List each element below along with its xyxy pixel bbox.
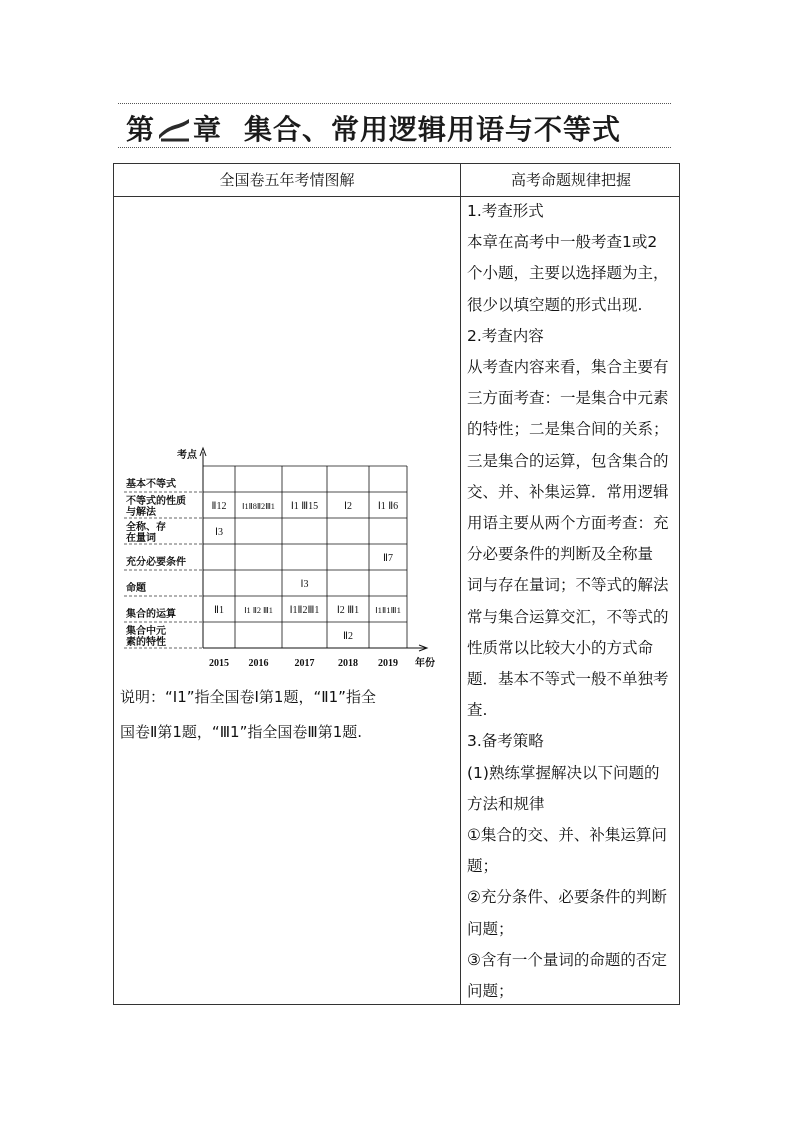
analysis-line: 3.备考策略 xyxy=(467,732,544,751)
row-label: 全称、存 xyxy=(126,522,166,533)
x-tick-label: 2019 xyxy=(378,658,398,669)
chart-cell-value: Ⅱ7 xyxy=(383,553,393,564)
analysis-line: 常与集合运算交汇，不等式的 xyxy=(467,607,669,626)
analysis-line: 交、并、补集运算．常用逻辑 xyxy=(467,482,669,501)
chart-note xyxy=(120,680,460,750)
row-label: 素的特性 xyxy=(126,637,166,648)
analysis-line: 题．基本不等式一般不单独考 xyxy=(467,670,669,689)
analysis-line: 从考查内容来看，集合主要有 xyxy=(467,358,669,377)
analysis-line: 三方面考查：一是集合中元素 xyxy=(467,389,669,408)
chart-note-line-1: 说明：“Ⅰ1”指全国卷Ⅰ第1题，“Ⅱ1”指全 xyxy=(120,688,376,706)
chapter-title xyxy=(126,108,621,148)
chart-note-line-2: 国卷Ⅱ第1题，“Ⅲ1”指全国卷Ⅲ第1题. xyxy=(120,723,363,741)
left-column-header: 全国卷五年考情图解 xyxy=(219,171,355,189)
y-axis-label: 考点 xyxy=(177,450,197,461)
chart-cell-value: Ⅱ2 xyxy=(343,631,353,642)
row-label: 在量词 xyxy=(126,533,156,544)
row-label: 充分必要条件 xyxy=(126,557,186,568)
x-tick-label: 2016 xyxy=(248,658,269,669)
chart-cell-value: Ⅰ3 xyxy=(215,527,223,538)
analysis-line: ③含有一个量词的命题的否定 xyxy=(467,950,667,969)
x-tick-label: 2018 xyxy=(338,658,358,669)
analysis-line: 2.考查内容 xyxy=(467,326,544,345)
analysis-line: 分必要条件的判断及全称量 xyxy=(467,545,654,564)
analysis-line: 很少以填空题的形式出现. xyxy=(467,295,643,314)
row-label: 与解法 xyxy=(126,507,156,518)
row-label: 基本不等式 xyxy=(126,479,176,490)
analysis-line: ①集合的交、并、补集运算问 xyxy=(467,826,667,845)
title-bottom-rule xyxy=(118,147,671,148)
analysis-line: 方法和规律 xyxy=(467,794,545,813)
chart-cell-value: Ⅰ1 Ⅱ6 xyxy=(377,501,399,512)
row-label: 命题 xyxy=(126,583,146,594)
column-divider xyxy=(460,164,461,1004)
analysis-line: 问题； xyxy=(467,982,514,1001)
chapter-number-mark-icon xyxy=(157,113,191,143)
exam-frequency-chart xyxy=(116,446,436,670)
analysis-line: 的特性；二是集合间的关系； xyxy=(467,420,669,439)
analysis-line: 性质常以比较大小的方式命 xyxy=(467,638,654,657)
analysis-line: 题； xyxy=(467,857,499,876)
analysis-line: 词与存在量词；不等式的解法 xyxy=(467,576,669,595)
chart-cell-value: Ⅰ3 xyxy=(300,579,309,590)
analysis-line: 查. xyxy=(467,701,488,720)
right-column-header: 高考命题规律把握 xyxy=(510,171,631,189)
analysis-line: 三是集合的运算，包含集合的 xyxy=(467,451,669,470)
row-label: 集合中元 xyxy=(126,626,166,637)
chart-cell-value: Ⅰ2 Ⅲ1 xyxy=(336,605,360,616)
x-axis-label: 年份 xyxy=(415,658,435,669)
chart-cell-value: Ⅰ1 Ⅲ15 xyxy=(290,501,319,512)
chart-cell-value: Ⅱ1 xyxy=(214,605,224,616)
chart-cell-value: Ⅰ1 Ⅱ2 Ⅲ1 xyxy=(244,606,273,615)
analysis-line: 问题； xyxy=(467,919,514,938)
x-tick-label: 2015 xyxy=(209,658,229,669)
chapter-prefix: 第 xyxy=(126,113,156,146)
analysis-line: ②充分条件、必要条件的判断 xyxy=(467,888,667,907)
analysis-line: (1)熟练掌握解决以下问题的 xyxy=(467,763,660,782)
title-top-rule xyxy=(118,103,671,104)
chapter-suffix: 章 xyxy=(193,113,223,146)
row-label: 集合的运算 xyxy=(126,609,176,620)
chart-cell-value: Ⅰ1Ⅱ1Ⅲ1 xyxy=(375,605,401,615)
chart-cell-value: Ⅰ2 xyxy=(344,501,352,512)
chart-cell-value: Ⅰ1Ⅱ8Ⅱ2Ⅲ1 xyxy=(242,502,275,511)
chart-cell-value: Ⅱ12 xyxy=(211,501,227,512)
analysis-line: 本章在高考中一般考查1或2 xyxy=(467,233,658,252)
chart-cell-value: Ⅰ1Ⅱ2Ⅲ1 xyxy=(289,605,320,616)
analysis-line: 个小题，主要以选择题为主， xyxy=(467,264,669,283)
row-label: 不等式的性质 xyxy=(126,496,186,507)
exam-analysis-text xyxy=(467,196,679,1007)
analysis-line: 1.考查形式 xyxy=(467,202,544,220)
analysis-line: 用语主要从两个方面考查：充 xyxy=(467,514,669,533)
x-tick-label: 2017 xyxy=(294,658,315,669)
chapter-heading-text: 集合、常用逻辑用语与不等式 xyxy=(244,113,622,146)
